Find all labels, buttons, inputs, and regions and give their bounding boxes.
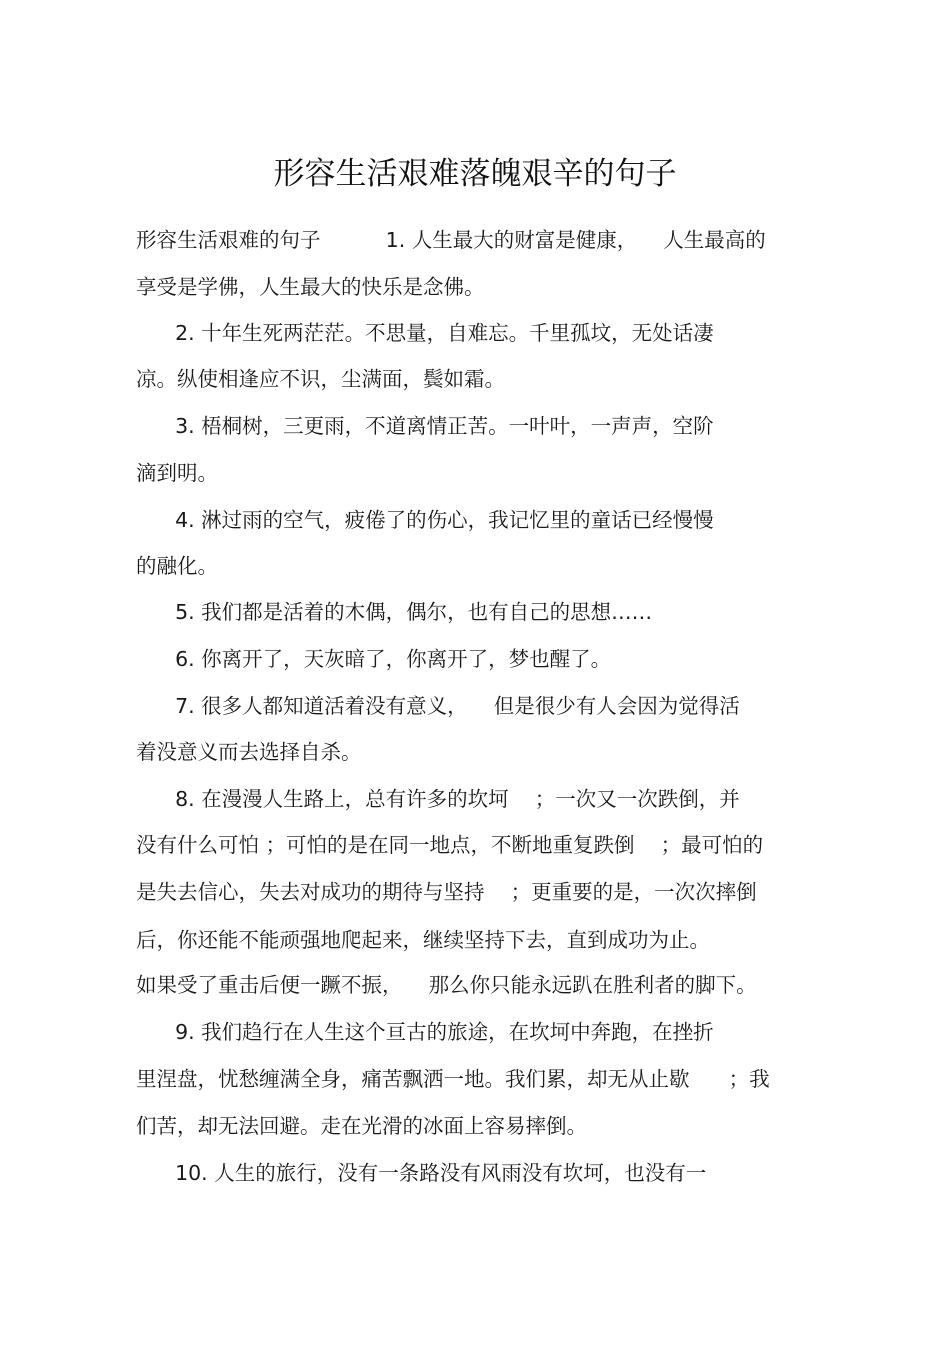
text-line: 如果受了重击后便一蹶不振， 那么你只能永远趴在胜利者的脚下。 <box>136 973 757 997</box>
text-line: 8. 在漫漫人生路上，总有许多的坎坷 ；一次又一次跌倒，并 <box>136 787 740 811</box>
text-line: 9. 我们趋行在人生这个亘古的旅途，在坎坷中奔跑，在挫折 <box>136 1020 714 1044</box>
page-title: 形容生活艰难落魄艰辛的句子 <box>273 156 677 192</box>
text-line: 4. 淋过雨的空气，疲倦了的伤心，我记忆里的童话已经慢慢 <box>136 508 714 532</box>
text-line: 没有什么可怕 ；可怕的是在同一地点，不断地重复跌倒 ；最可怕的 <box>136 833 764 857</box>
text-line: 形容生活艰难的句子 1. 人生最大的财富是健康， 人生最高的 <box>136 228 766 252</box>
text-line: 着没意义而去选择自杀。 <box>136 740 362 764</box>
text-line: 的融化。 <box>136 554 218 578</box>
text-line: 5. 我们都是活着的木偶，偶尔，也有自己的思想…… <box>136 600 653 624</box>
text-line: 2. 十年生死两茫茫。不思量，自难忘。千里孤坟，无处话凄 <box>136 321 714 345</box>
text-line: 后，你还能不能顽强地爬起来，继续坚持下去，直到成功为止。 <box>136 928 710 952</box>
text-line: 凉。纵使相逢应不识，尘满面，鬓如霜。 <box>136 367 505 391</box>
text-line: 10. 人生的旅行，没有一条路没有风雨没有坎坷，也没有一 <box>136 1161 707 1185</box>
text-line: 滴到明。 <box>136 461 218 485</box>
text-line: 6. 你离开了，天灰暗了，你离开了，梦也醒了。 <box>136 647 612 671</box>
text-line: 3. 梧桐树，三更雨，不道离情正苦。一叶叶，一声声，空阶 <box>136 414 714 438</box>
text-line: 里涅盘，忧愁缠满全身，痛苦飘洒一地。我们累，却无从止歇 ；我 <box>136 1067 770 1091</box>
text-line: 享受是学佛，人生最大的快乐是念佛。 <box>136 275 485 299</box>
text-line: 是失去信心，失去对成功的期待与坚持 ；更重要的是，一次次摔倒 <box>136 880 757 904</box>
text-line: 们苦，却无法回避。走在光滑的冰面上容易摔倒。 <box>136 1114 587 1138</box>
text-line: 7. 很多人都知道活着没有意义， 但是很少有人会因为觉得活 <box>136 694 740 718</box>
